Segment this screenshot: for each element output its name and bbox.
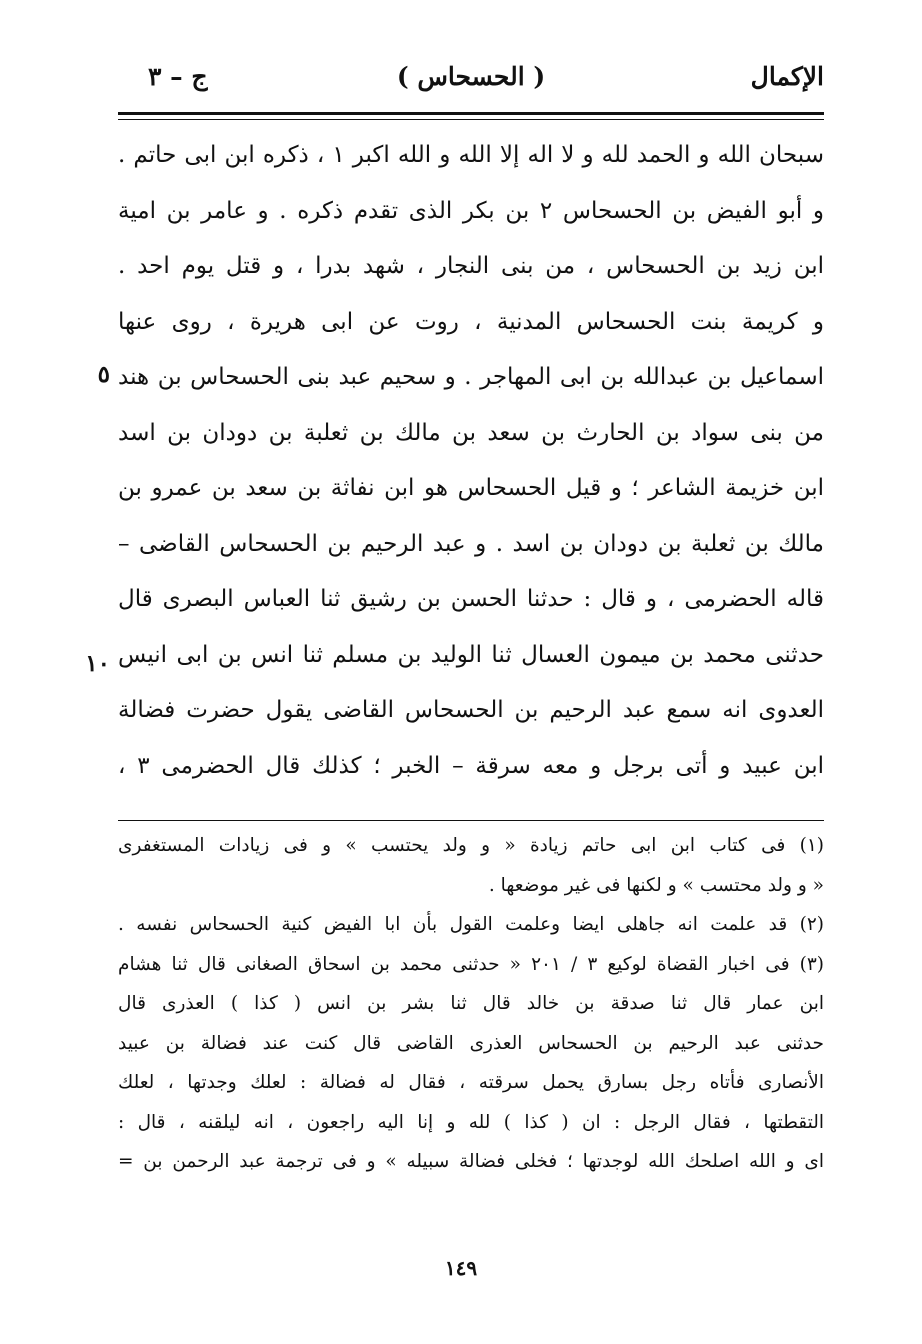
main-text [118, 128, 824, 794]
text-line: سبحان الله و الحمد لله و لا اله إلا الله و الله اكبر ١ ، ذكره ابن ابى حاتم . [118, 142, 824, 168]
text-line: ابن خزيمة الشاعر ؛ و قيل الحسحاس هو ابن نفاثة بن سعد بن عمرو بن [118, 475, 824, 501]
footnote-line: حدثنى عبد الرحيم بن الحسحاس العذرى القاضى قال كنت عند فضالة بن عبيد [118, 1032, 824, 1054]
footnote-line: « و ولد محتسب » و لكنها فى غير موضعها . [488, 874, 824, 896]
line-number-10: ١٠ [85, 650, 110, 677]
entry-title: ( الحسحاس ) [396, 62, 546, 91]
text-line: و كريمة بنت الحسحاس المدنية ، روت عن ابى هريرة ، روى عنها [118, 308, 824, 335]
footnote-separator [118, 820, 824, 821]
text-line: مالك بن ثعلبة بن دودان بن اسد . و عبد الرحيم بن الحسحاس القاضى – [118, 530, 824, 557]
text-line: حدثنى محمد بن ميمون العسال ثنا الوليد بن مسلم ثنا انس بن ابى انيس [118, 641, 824, 668]
footnote-line: (٢) قد علمت انه جاهلى ايضا وعلمت القول بأن ابا الفيض كنية الحسحاس نفسه . [118, 914, 824, 935]
footnotes [118, 826, 824, 1182]
header-rule-thick [118, 112, 824, 115]
page-number: ١٤٩ [444, 1256, 478, 1280]
header-rule-thin [118, 119, 824, 120]
footnote-line: (١) فى كتاب ابن ابى حاتم زيادة « و ولد يحتسب » و فى زيادات المستغفرى [118, 835, 824, 856]
text-line: ابن زيد بن الحسحاس ، من بنى النجار ، شهد بدرا ، و قتل يوم احد . [118, 253, 824, 279]
text-line: من بنى سواد بن الحارث بن سعد بن مالك بن ثعلبة بن دودان بن اسد [118, 419, 824, 446]
volume-number: ج – ٣ [148, 62, 208, 91]
text-line: ابن عبيد و أتى برجل و معه سرقة – الخبر ؛ كذلك قال الحضرمى ٣ ، [118, 752, 824, 779]
footnote-line: ابن عمار قال ثنا صدقة بن خالد قال ثنا بشر بن انس ( كذا ) العذرى قال [118, 993, 824, 1014]
text-line: العدوى انه سمع عبد الرحيم بن الحسحاس القاضى يقول حضرت فضالة [118, 697, 824, 723]
running-header [118, 62, 824, 106]
line-number-5: ٥ [97, 361, 110, 388]
text-line: اسماعيل بن عبدالله بن ابى المهاجر . و سحيم عبد بنى الحسحاس بن هند [118, 364, 824, 390]
text-line: قاله الحضرمى ، و قال : حدثنا الحسن بن رشيق ثنا العباس البصرى قال [118, 586, 824, 612]
footnote-line: اى و الله اصلحك الله لوجدتها ؛ فخلى فضالة سبيله » و فى ترجمة عبد الرحمن بن = [118, 1151, 824, 1172]
footnote-line: الأنصارى فأتاه رجل بسارق يحمل سرقته ، فقال له فضالة : لعلك وجدتها ، لعلك [118, 1072, 824, 1093]
text-line: و أبو الفيض بن الحسحاس ٢ بن بكر الذى تقدم ذكره . و عامر بن امية [118, 197, 824, 224]
footnote-line: التقطتها ، فقال الرجل : ان ( كذا ) لله و إنا اليه راجعون ، انه ليلقنه ، قال : [118, 1111, 824, 1133]
footnote-line: (٣) فى اخبار القضاة لوكيع ٣ / ٢٠١ « حدثنى محمد بن اسحاق الصغانى قال ثنا هشام [118, 953, 824, 975]
book-title: الإكمال [750, 62, 824, 91]
